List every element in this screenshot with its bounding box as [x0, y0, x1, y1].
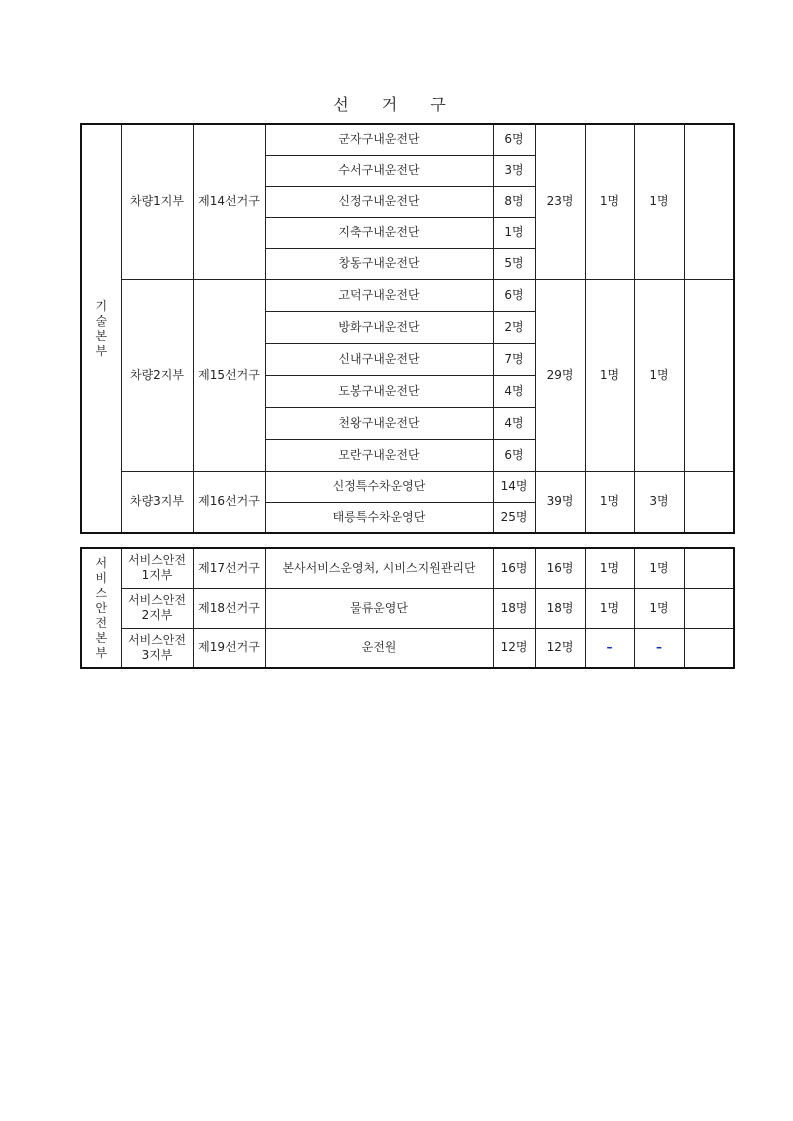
branch-cell: 차량1지부	[121, 124, 193, 279]
table-row	[81, 279, 734, 311]
col-c-cell	[684, 548, 734, 588]
unit-count: 5명	[493, 248, 535, 279]
unit-name: 모란구내운전단	[265, 439, 493, 471]
col-b-cell: –	[634, 628, 684, 668]
branch-cell	[121, 588, 193, 628]
unit-name: 운전원	[265, 628, 493, 668]
branch-cell: 차량3지부	[121, 471, 193, 533]
headquarters-label: 기술본부	[95, 298, 108, 358]
unit-count: 6명	[493, 439, 535, 471]
branch-cell	[121, 628, 193, 668]
headquarters-cell	[81, 548, 121, 668]
branch-label-line1: 서비스안전	[128, 632, 186, 647]
total-cell: 39명	[535, 471, 585, 533]
unit-count: 6명	[493, 279, 535, 311]
col-c-cell	[684, 279, 734, 471]
district-table-technical	[80, 123, 735, 534]
unit-name: 태릉특수차운영단	[265, 502, 493, 533]
col-b-cell: 1명	[634, 124, 684, 279]
district-cell: 제15선거구	[193, 279, 265, 471]
col-a-cell: 1명	[585, 279, 634, 471]
branch-cell	[121, 548, 193, 588]
unit-count: 16명	[493, 548, 535, 588]
col-c-cell	[684, 124, 734, 279]
headquarters-label: 서비스안전본부	[95, 555, 108, 660]
unit-count: 2명	[493, 311, 535, 343]
col-a-cell: –	[585, 628, 634, 668]
district-cell: 제19선거구	[193, 628, 265, 668]
branch-cell: 차량2지부	[121, 279, 193, 471]
branch-label-line2: 2지부	[141, 608, 173, 622]
unit-count: 18명	[493, 588, 535, 628]
total-cell: 18명	[535, 588, 585, 628]
unit-name: 본사서비스운영처, 시비스지원관리단	[265, 548, 493, 588]
total-cell: 23명	[535, 124, 585, 279]
unit-count: 8명	[493, 186, 535, 217]
unit-name: 물류운영단	[265, 588, 493, 628]
unit-count: 12명	[493, 628, 535, 668]
col-a-cell: 1명	[585, 124, 634, 279]
unit-name: 신정구내운전단	[265, 186, 493, 217]
unit-count: 3명	[493, 155, 535, 186]
unit-name: 신내구내운전단	[265, 343, 493, 375]
district-cell: 제17선거구	[193, 548, 265, 588]
unit-name: 수서구내운전단	[265, 155, 493, 186]
table-row	[81, 628, 734, 668]
unit-name: 지축구내운전단	[265, 217, 493, 248]
col-c-cell	[684, 471, 734, 533]
unit-name: 천왕구내운전단	[265, 407, 493, 439]
col-b-cell: 1명	[634, 588, 684, 628]
unit-name: 신정특수차운영단	[265, 471, 493, 502]
unit-count: 14명	[493, 471, 535, 502]
unit-count: 1명	[493, 217, 535, 248]
total-cell: 16명	[535, 548, 585, 588]
total-cell: 12명	[535, 628, 585, 668]
col-a-cell: 1명	[585, 471, 634, 533]
unit-count: 7명	[493, 343, 535, 375]
headquarters-cell	[81, 124, 121, 533]
col-b-cell: 1명	[634, 279, 684, 471]
district-cell: 제18선거구	[193, 588, 265, 628]
col-c-cell	[684, 588, 734, 628]
table-row	[81, 471, 734, 502]
district-cell: 제16선거구	[193, 471, 265, 533]
branch-label-line2: 3지부	[141, 647, 173, 662]
branch-label-line2: 1지부	[141, 568, 173, 583]
table-row	[81, 548, 734, 588]
total-cell: 29명	[535, 279, 585, 471]
unit-count: 4명	[493, 407, 535, 439]
unit-count: 4명	[493, 375, 535, 407]
district-table-service-safety	[80, 547, 735, 669]
page-title: 선 거 구	[333, 95, 460, 114]
unit-count: 25명	[493, 502, 535, 533]
branch-label-line1: 서비스안전	[128, 553, 186, 568]
col-b-cell: 3명	[634, 471, 684, 533]
unit-name: 방화구내운전단	[265, 311, 493, 343]
unit-name: 도봉구내운전단	[265, 375, 493, 407]
col-c-cell	[684, 628, 734, 668]
unit-count: 6명	[493, 124, 535, 155]
table-row	[81, 124, 734, 155]
unit-name: 군자구내운전단	[265, 124, 493, 155]
district-cell: 제14선거구	[193, 124, 265, 279]
unit-name: 창동구내운전단	[265, 248, 493, 279]
unit-name: 고덕구내운전단	[265, 279, 493, 311]
table-row	[81, 588, 734, 628]
col-b-cell: 1명	[634, 548, 684, 588]
col-a-cell: 1명	[585, 548, 634, 588]
branch-label-line1: 서비스안전	[128, 593, 186, 607]
col-a-cell: 1명	[585, 588, 634, 628]
